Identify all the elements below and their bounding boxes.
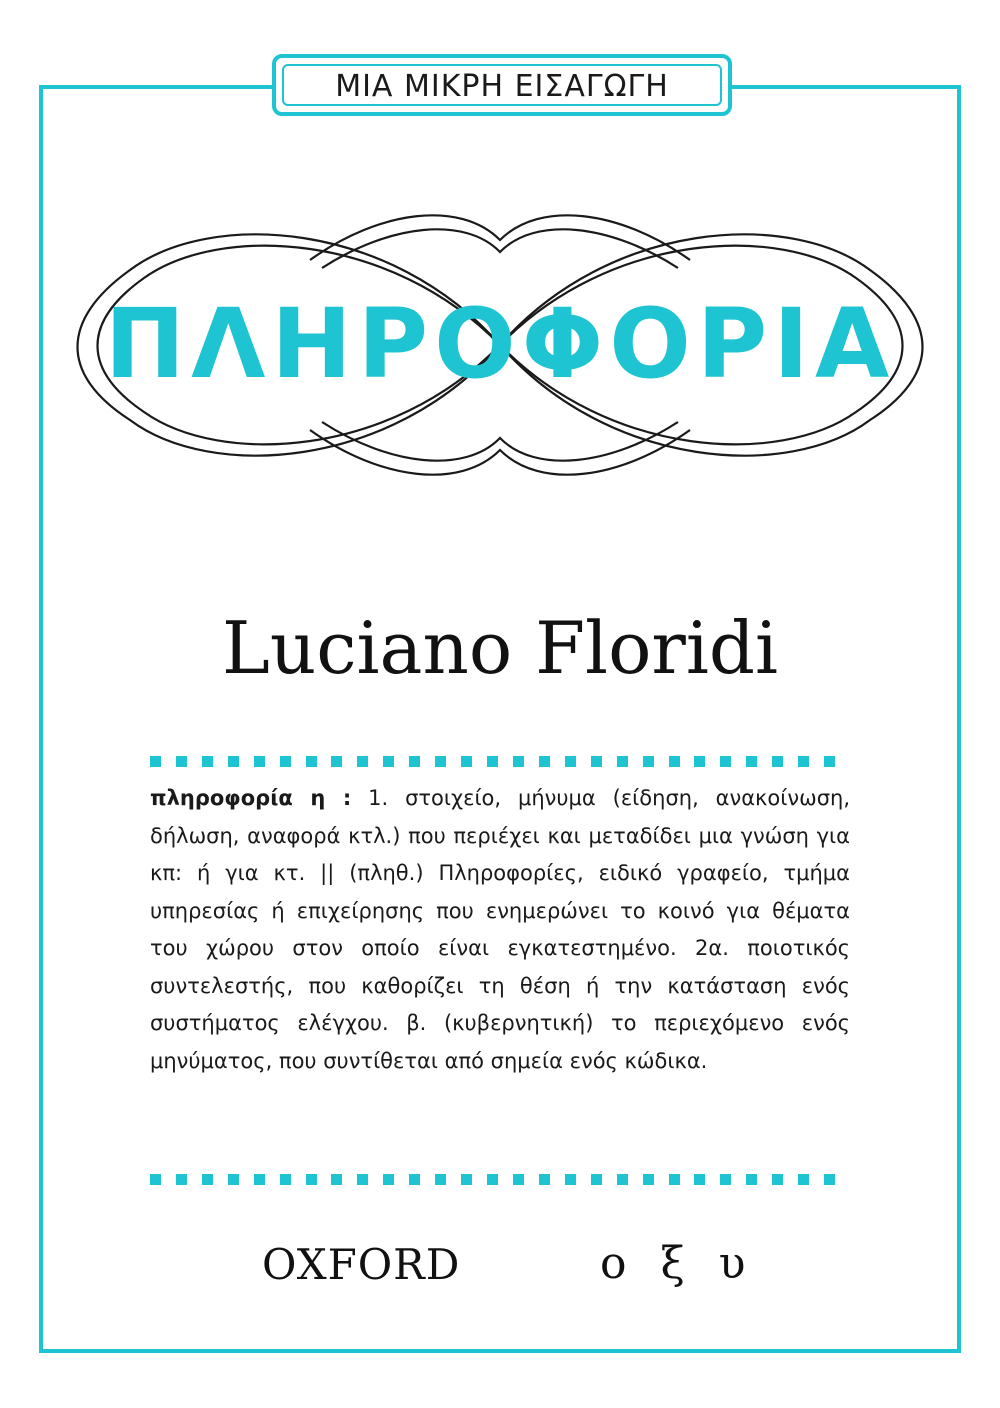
divider-dot: [150, 1174, 161, 1185]
divider-dot: [331, 756, 342, 767]
divider-dot: [228, 756, 239, 767]
series-tab: [272, 54, 732, 116]
divider-dot: [306, 756, 317, 767]
divider-dot: [176, 1174, 187, 1185]
dictionary-definition: [150, 780, 850, 1080]
divider-dot: [435, 1174, 446, 1185]
dotted-divider-top: [150, 756, 850, 768]
divider-dot: [228, 1174, 239, 1185]
divider-dot: [461, 756, 472, 767]
divider-dot: [150, 756, 161, 767]
divider-dot: [720, 1174, 731, 1185]
divider-dot: [513, 756, 524, 767]
divider-dot: [669, 1174, 680, 1185]
publisher-logo: OXFORD: [262, 1240, 461, 1289]
divider-dot: [591, 1174, 602, 1185]
divider-dot: [383, 1174, 394, 1185]
divider-dot: [824, 756, 835, 767]
series-logo: οξυ: [600, 1238, 780, 1289]
divider-dot: [539, 756, 550, 767]
divider-dot: [669, 756, 680, 767]
divider-dot: [694, 756, 705, 767]
divider-dot: [487, 756, 498, 767]
divider-dot: [280, 1174, 291, 1185]
divider-dot: [798, 756, 809, 767]
divider-dot: [409, 756, 420, 767]
divider-dot: [280, 756, 291, 767]
divider-dot: [202, 756, 213, 767]
divider-dot: [617, 1174, 628, 1185]
divider-dot: [409, 1174, 420, 1185]
divider-dot: [746, 1174, 757, 1185]
divider-dot: [720, 756, 731, 767]
divider-dot: [357, 1174, 368, 1185]
divider-dot: [357, 756, 368, 767]
divider-dot: [539, 1174, 550, 1185]
divider-dot: [746, 756, 757, 767]
divider-dot: [591, 756, 602, 767]
divider-dot: [202, 1174, 213, 1185]
divider-dot: [487, 1174, 498, 1185]
divider-dot: [565, 1174, 576, 1185]
definition-text: 1. στοιχείο, μήνυμα (είδηση, ανακοίνωση, δήλωση, αναφορά κτλ.) που περιέχει και μεταδίδει μια γνώση για κπ: ή για κτ. || (πληθ.) Πληροφορίες, ειδικό γραφείο, τμήμα υπηρεσίας ή επιχείρησης που ενημερώνει το κοινό για θέματα του χώρου στον οποίο είναι εγκατεστημένο. 2α. ποιοτικός συντελεστής, που καθορίζει τη θέση ή την κατάσταση ενός συστήματος ελέγχου. β. (κυβερνητική) το περιεχόμενο ενός μηνύματος, που συντίθεται από σημεία ενός κώδικα.: [150, 786, 850, 1073]
divider-dot: [772, 756, 783, 767]
divider-dot: [643, 1174, 654, 1185]
divider-dot: [617, 756, 628, 767]
divider-dot: [824, 1174, 835, 1185]
divider-dot: [254, 1174, 265, 1185]
series-label: ΜΙΑ ΜΙΚΡΗ ΕΙΣΑΓΩΓΗ: [335, 69, 669, 104]
divider-dot: [331, 1174, 342, 1185]
divider-dot: [513, 1174, 524, 1185]
divider-dot: [694, 1174, 705, 1185]
divider-dot: [643, 756, 654, 767]
divider-dot: [176, 756, 187, 767]
divider-dot: [772, 1174, 783, 1185]
divider-dot: [383, 756, 394, 767]
divider-dot: [254, 756, 265, 767]
author-name: Luciano Floridi: [222, 606, 778, 690]
divider-dot: [461, 1174, 472, 1185]
dotted-divider-bottom: [150, 1174, 850, 1186]
divider-dot: [435, 756, 446, 767]
divider-dot: [798, 1174, 809, 1185]
divider-dot: [306, 1174, 317, 1185]
book-title: ΠΛΗΡΟΦΟΡΙΑ: [104, 288, 896, 400]
definition-headword: πληροφορία η :: [150, 786, 352, 810]
divider-dot: [565, 756, 576, 767]
